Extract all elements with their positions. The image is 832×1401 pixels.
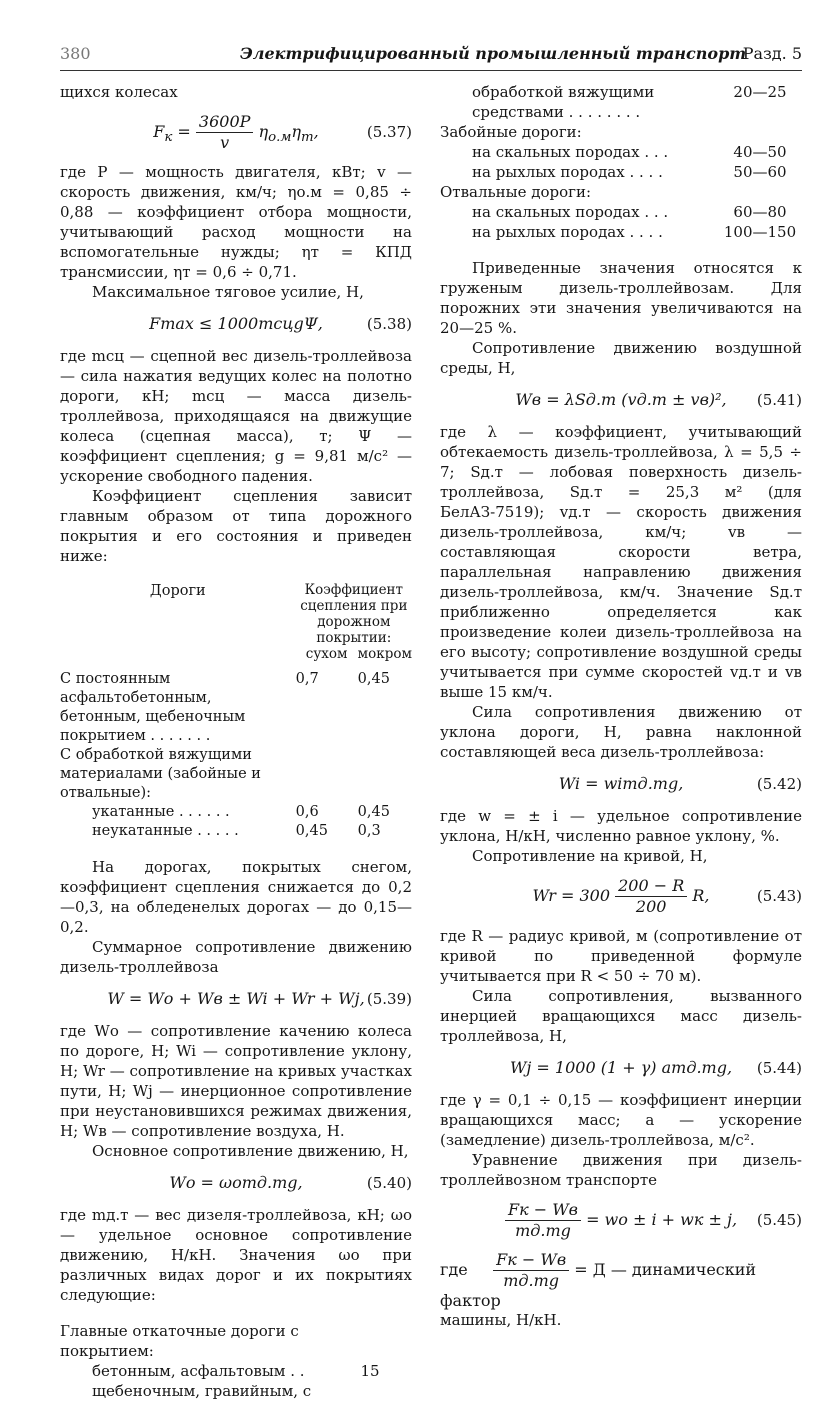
formula-5-45: $\frac{Fк - Wв}{mд.тg}$ = wо ± i + wк ± j, (5.45) xyxy=(440,1190,802,1250)
equation-number: (5.37) xyxy=(366,123,412,141)
equation-number: (5.45) xyxy=(756,1211,802,1229)
equation-number: (5.39) xyxy=(366,990,412,1008)
running-title: Электрифицированный промышленный транспорт xyxy=(240,44,747,63)
list-item-label: на рыхлых породах . . . . xyxy=(472,163,663,181)
formula-dynamic-factor: где $\frac{Fк - Wв}{mд.тg}$ = Д — динамический фактор xyxy=(440,1249,757,1310)
dry-value xyxy=(296,746,358,803)
list-item-value: 20—25 xyxy=(733,83,787,101)
left-column xyxy=(60,82,412,1401)
wet-value xyxy=(358,746,412,803)
list-item xyxy=(60,1321,412,1361)
list-item-label: на скальных породах . . . xyxy=(472,203,669,221)
list-item-label: бетонным, асфальтовым . . xyxy=(92,1362,305,1380)
formula-5-39: W = Wо + Wв ± Wi + Wr + Wj, (5.39) xyxy=(107,989,412,1008)
table-header-wet: мокром xyxy=(357,646,412,662)
list-item xyxy=(440,222,802,242)
formula-5-42: Wi = wimд.тg, (5.42) xyxy=(558,774,802,793)
wet-value: 0,45 xyxy=(357,804,390,820)
list-item-value xyxy=(718,122,802,142)
section-label: Разд. 5 xyxy=(742,44,802,63)
list-item-label: щебеночным, гравийным, с xyxy=(92,1382,312,1400)
list-item-label: Главные откаточные дороги с покрытием: xyxy=(60,1322,299,1360)
formula-5-41: Wв = λSд.т (vд.т ± vв)², (5.41) xyxy=(515,390,802,409)
equation-number: (5.41) xyxy=(756,391,802,409)
equation-number: (5.44) xyxy=(756,1059,802,1077)
road-type: С обработкой вяжущими материалами (забойные и отвальные): xyxy=(60,747,261,801)
dry-value: 0,6 xyxy=(295,804,319,820)
list-item xyxy=(440,162,802,182)
paragraph: машины, Н/кН. xyxy=(440,1311,562,1329)
list-item xyxy=(440,82,802,122)
list-item-label: Отвальные дороги: xyxy=(440,183,592,201)
paragraph: где γ = 0,1 ÷ 0,15 — коэффициент инерции вращающихся масс; a — ускорение (замедление) дизель-троллейвоза, м/с². xyxy=(440,1091,802,1149)
paragraph: Приведенные значения относятся к груженым дизель-троллейвозам. Для порожних эти значения увеличиваются на 20—25 %. xyxy=(440,259,802,337)
paragraph: где Wо — сопротивление качению колеса по дороге, Н; Wi — сопротивление уклону, Н; Wr — сопротивление на кривых участках пути, Н; Wj — инерционное сопротивление при неустановившихся режимах движения, Н; Wв — сопротивление воздуха, Н. xyxy=(60,1022,412,1140)
equation-number: (5.40) xyxy=(366,1174,412,1192)
paragraph: Сопротивление на кривой, Н, xyxy=(472,847,708,865)
dry-value: 0,45 xyxy=(295,823,328,839)
formula-5-38: Fmax ≤ 1000mсцgΨ, (5.38) xyxy=(149,314,412,333)
paragraph: Основное сопротивление движению, Н, xyxy=(92,1142,409,1160)
list-item xyxy=(440,142,802,162)
list-item-label: на рыхлых породах . . . . xyxy=(472,223,663,241)
table-row xyxy=(60,822,412,841)
table-row xyxy=(60,746,412,803)
paragraph: где mд.т — вес дизеля-троллейвоза, кН; ωо — удельное основное сопротивление движению, Н/кН. Значения ωо при различных видах дорог и их покрытиях следующие: xyxy=(60,1206,412,1304)
paragraph: где P — мощность двигателя, кВт; v — скорость движения, км/ч; ηо.м = 0,85 ÷ 0,88 — коэффициент отбора мощности, учитывающий расход мощности на вспомогательные нужды; ηт = КПД трансмиссии, ηт = 0,6 ÷ 0,71. xyxy=(60,163,412,281)
paragraph: щихся колесах xyxy=(60,83,178,101)
paragraph: Сила сопротивления, вызванного инерцией вращающихся масс дизель-троллейвоза, Н, xyxy=(440,987,802,1045)
paragraph: Сопротивление движению воздушной среды, Н, xyxy=(440,339,802,377)
list-item xyxy=(440,122,802,142)
list-item-value: 40—50 xyxy=(733,143,787,161)
formula-5-37: $F_к$ = $\frac{3600P}{v}$ $\eta_{о.м}\eta_т$, (5.37) xyxy=(153,111,412,152)
equation-number: (5.43) xyxy=(756,887,802,905)
formula-5-44: Wj = 1000 (1 + γ) amд.тg, (5.44) xyxy=(509,1058,802,1077)
list-item-value: 50—60 xyxy=(733,163,787,181)
list-item-value xyxy=(328,1381,412,1401)
adhesion-table xyxy=(60,582,412,841)
formula-5-40: Wо = ωоmд.тg, (5.40) xyxy=(169,1173,412,1192)
resistance-list xyxy=(60,1321,412,1401)
paragraph: где λ — коэффициент, учитывающий обтекаемость дизель-троллейвоза, λ = 5,5 ÷ 7; Sд.т — лобовая поверхность дизель-троллейвоза, Sд.т = 25,3 м² (для БелАЗ-7519); vд.т — скорость движения дизель-троллейвоза, км/ч; vв — составляющая скорости ветра, параллельная направлению движения дизель-троллейвоза, км/ч. Значение Sд.т приближенно определяется как произведение колеи дизель-троллейвоза на его высоту; сопротивление воздушной среды учитывается при сумме скоростей vд.т и vв выше 15 км/ч. xyxy=(440,423,802,701)
paragraph: На дорогах, покрытых снегом, коэффициент сцепления снижается до 0,2—0,3, на обледенелых дорогах — до 0,15—0,2. xyxy=(60,858,412,936)
list-item-value xyxy=(328,1321,412,1361)
paragraph: где R — радиус кривой, м (сопротивление от кривой по приведенной формуле учитывается при R < 50 ÷ 70 м). xyxy=(440,927,802,985)
road-type: укатанные . . . . . . xyxy=(92,804,230,820)
wet-value: 0,45 xyxy=(357,671,390,687)
paragraph: Коэффициент сцепления зависит главным образом от типа дорожного покрытия и его состояния и приведен ниже: xyxy=(60,487,412,565)
equation-number: (5.42) xyxy=(756,775,802,793)
paragraph: Уравнение движения при дизель-троллейвозном транспорте xyxy=(440,1151,802,1189)
dry-value: 0,7 xyxy=(295,671,319,687)
paragraph: где mсц — сцепной вес дизель-троллейвоза — сила нажатия ведущих колес на полотно дороги, кН; mсц — масса дизель-троллейвоза, приходящаяся на движущие колеса (сцепная масса), т; Ψ — коэффициент сцепления; g = 9,81 м/с² — ускорение свободного падения. xyxy=(60,347,412,485)
list-item-label: на скальных породах . . . xyxy=(472,143,669,161)
list-item xyxy=(60,1361,412,1381)
wet-value: 0,3 xyxy=(357,823,381,839)
paragraph: Максимальное тяговое усилие, Н, xyxy=(92,283,364,301)
list-item-label: Забойные дороги: xyxy=(440,123,582,141)
list-item xyxy=(60,1381,412,1401)
list-item-value xyxy=(718,182,802,202)
equation-number: (5.38) xyxy=(366,315,412,333)
table-row xyxy=(60,803,412,822)
list-item-value: 15 xyxy=(360,1362,380,1380)
road-type: неукатанные . . . . . xyxy=(92,823,239,839)
table-header-coef: Коэффициент сцепления при дорожном покрытии: xyxy=(300,582,408,646)
paragraph: где w = ± i — удельное сопротивление уклона, Н/кН, численно равное уклону, %. xyxy=(440,807,802,845)
resistance-list-continued xyxy=(440,82,802,242)
list-item xyxy=(440,202,802,222)
paragraph: Суммарное сопротивление движению дизель-троллейвоза xyxy=(60,938,412,976)
list-item-value: 100—150 xyxy=(723,223,797,241)
page-number: 380 xyxy=(60,44,91,63)
table-header-roads: Дороги xyxy=(149,583,206,599)
list-item xyxy=(440,182,802,202)
right-column xyxy=(440,82,802,1330)
paragraph: Сила сопротивления движению от уклона дороги, Н, равна наклонной составляющей веса дизель-троллейвоза: xyxy=(440,703,802,761)
running-header xyxy=(60,38,802,71)
table-row xyxy=(60,670,412,746)
list-item-value: 60—80 xyxy=(733,203,787,221)
formula-5-43: Wr = 300 $\frac{200 - R}{200}$ R, (5.43) xyxy=(532,875,802,916)
table-header-dry: сухом xyxy=(305,646,348,662)
road-type: С постоянным асфальтобетонным, бетонным, щебеночным покрытием . . . . . . . xyxy=(60,671,246,744)
list-item-label: обработкой вяжущими средствами . . . . . . . . xyxy=(472,83,655,121)
